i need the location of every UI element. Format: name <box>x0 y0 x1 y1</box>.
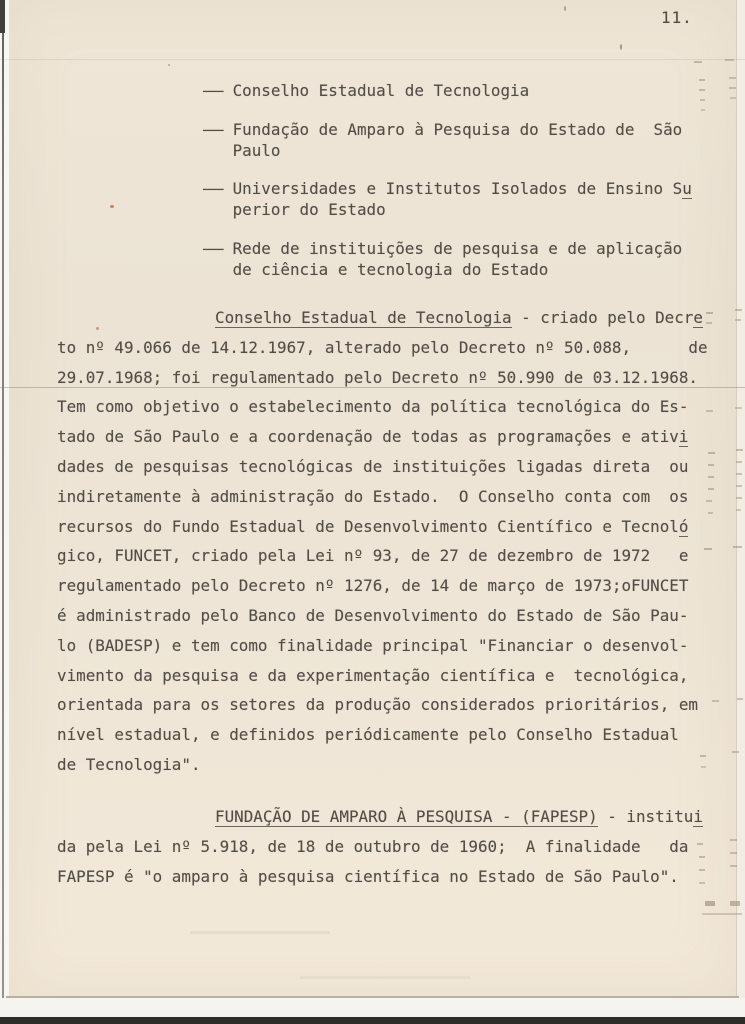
text-line <box>57 363 708 393</box>
text-line <box>57 452 708 482</box>
bleed-through-mark <box>737 698 743 700</box>
bleed-through-mark <box>735 407 742 409</box>
text-line <box>57 392 708 422</box>
text-run: Tem como objetivo o estabelecimento da política tecnológica do Es- <box>57 397 689 417</box>
text-run: da pela Lei nº 5.918, de 18 de outubro de 1960; A finalidade da <box>57 836 689 856</box>
bleed-through-mark <box>736 473 742 475</box>
list-item <box>203 238 692 280</box>
text-line <box>57 631 708 661</box>
list-item <box>203 80 692 101</box>
text-run: to nº 49.066 de 14.12.1967, alterado pelo Decreto nº 50.088, de <box>57 337 708 357</box>
bleed-through-mark <box>708 512 713 514</box>
bleed-through-mark <box>701 109 705 111</box>
bleed-through-mark <box>708 452 715 454</box>
text-run: de ciência e tecnologia do Estado <box>232 259 549 279</box>
paper-edge-right <box>736 0 745 998</box>
bleed-through-mark <box>736 509 741 511</box>
bleed-through-mark <box>725 59 734 61</box>
scanner-edge-dark-band <box>0 1017 745 1024</box>
text-line <box>233 259 683 280</box>
underlined-text: i <box>693 807 703 826</box>
bleed-through-mark <box>736 497 742 499</box>
text-line <box>57 512 708 542</box>
dash-bullet: — <box>203 119 224 139</box>
text-line <box>57 720 708 750</box>
text-run: Paulo <box>232 140 281 160</box>
bleed-through-mark <box>735 309 742 311</box>
institution-list <box>203 80 692 297</box>
underlined-text: i <box>678 427 689 447</box>
text-run: Universidades e Institutos Isolados de Ensino S <box>232 179 683 198</box>
text-line <box>57 832 703 862</box>
text-run: dades de pesquisas tecnológicas de instituições ligadas direta ou <box>57 456 689 476</box>
text-run: vimento da pesquisa e da experimentação científica e tecnológica, <box>57 665 689 685</box>
list-item-text <box>233 178 692 220</box>
text-line <box>57 862 703 892</box>
text-run: perior do Estado <box>232 200 386 219</box>
paper-speck <box>110 205 114 208</box>
text-line <box>57 422 708 452</box>
bleed-through-mark <box>190 931 330 934</box>
dash-bullet: — <box>203 179 224 198</box>
list-item <box>203 119 692 161</box>
text-line <box>57 303 708 333</box>
bleed-through-mark <box>694 61 702 63</box>
bleed-through-mark <box>729 77 736 79</box>
text-line <box>233 80 530 101</box>
bleed-through-mark <box>705 901 715 906</box>
text-run: tado de São Paulo e a coordenação de todas as programações e ativ <box>57 427 679 447</box>
text-line <box>57 661 708 691</box>
text-run: lo (BADESP) e tem como finalidade principal "Financiar o desenvol- <box>57 635 689 655</box>
text-run: Conselho Estadual de Tecnologia <box>232 81 530 100</box>
dash-bullet: — <box>203 238 224 258</box>
text-run: recursos do Fundo Estadual de Desenvolvimento Científico e Tecnol <box>57 516 679 536</box>
bleed-through-mark <box>735 319 741 321</box>
text-run: nível estadual, e definidos periódicamente pelo Conselho Estadual <box>57 725 679 745</box>
bleed-through-mark <box>699 79 705 81</box>
bleed-through-mark <box>730 839 737 841</box>
text-run: Rede de instituições de pesquisa e de aplicação <box>232 238 683 258</box>
dash-bullet: — <box>203 81 224 100</box>
text-line <box>57 802 703 832</box>
paragraph-conselho-estadual <box>57 303 708 780</box>
underlined-text: e <box>693 308 703 327</box>
bleed-through-mark <box>736 485 742 487</box>
bleed-through-mark <box>736 461 742 463</box>
underlined-text: FUNDAÇÃO DE AMPARO À PESQUISA - (FAPESP) <box>215 807 598 826</box>
bleed-through-mark <box>708 464 714 466</box>
text-run: gico, FUNCET, criado pela Lei nº 93, de 27 de dezembro de 1972 e <box>57 546 689 566</box>
paper-speck <box>168 64 170 66</box>
bleed-through-mark <box>733 546 742 548</box>
text-run: Fundação de Amparo à Pesquisa do Estado de São <box>232 119 683 139</box>
text-run: orientada para os setores da produção considerados prioritários, em <box>57 695 698 715</box>
list-item <box>203 178 692 220</box>
bleed-through-mark <box>708 476 714 478</box>
bleed-through-mark <box>702 913 742 915</box>
bleed-through-mark <box>699 89 705 91</box>
text-run: - criado pelo Decr <box>511 308 694 327</box>
text-line <box>233 140 683 161</box>
bleed-through-mark <box>730 97 736 99</box>
paper-speck <box>620 44 622 50</box>
paper-crease-faint <box>0 59 745 60</box>
bleed-through-mark <box>712 700 719 702</box>
bleed-through-mark <box>736 449 743 451</box>
text-line <box>57 541 708 571</box>
bleed-through-mark <box>730 901 740 906</box>
paper-speck <box>564 6 566 11</box>
text-line <box>233 199 692 220</box>
text-run: 29.07.1968; foi regulamentado pelo Decreto nº 50.990 de 03.12.1968. <box>57 367 698 387</box>
page-number: 11. <box>661 8 693 27</box>
bleed-through-mark <box>732 751 739 753</box>
text-line <box>57 750 708 780</box>
underlined-text: ó <box>678 516 689 536</box>
text-line <box>233 178 692 199</box>
scan-corner-mark <box>0 0 5 33</box>
bleed-through-mark <box>708 488 714 490</box>
bleed-through-mark <box>300 976 470 979</box>
list-item-text <box>233 119 683 161</box>
paragraph-fapesp <box>57 802 703 891</box>
text-line <box>233 238 683 259</box>
bleed-through-mark <box>730 852 737 854</box>
bleed-through-mark <box>730 865 737 867</box>
text-line <box>57 571 708 601</box>
text-run: é administrado pelo Banco de Desenvolvimento do Estado de São Pau- <box>57 605 689 625</box>
scanner-bed-bottom <box>0 998 745 1017</box>
underlined-text: u <box>682 179 692 198</box>
list-item-text <box>233 80 530 101</box>
text-run: de Tecnologia". <box>57 754 201 774</box>
text-line <box>57 482 708 512</box>
text-run: indiretamente à administração do Estado. O Conselho conta com os <box>57 486 689 506</box>
list-item-text <box>233 238 683 280</box>
text-run: - institu <box>597 807 694 826</box>
text-line <box>57 690 708 720</box>
bleed-through-mark <box>729 87 736 89</box>
text-line <box>233 119 683 140</box>
text-line <box>57 601 708 631</box>
bleed-through-mark <box>700 99 705 101</box>
underlined-text: Conselho Estadual de Tecnologia <box>215 308 512 327</box>
paper-edge-line-left <box>2 0 4 998</box>
text-run: regulamentado pelo Decreto nº 1276, de 14 de março de 1973;oFUNCET <box>57 576 689 596</box>
text-line <box>57 333 708 363</box>
text-run: FAPESP é "o amparo à pesquisa científica no Estado de São Paulo". <box>57 866 679 886</box>
